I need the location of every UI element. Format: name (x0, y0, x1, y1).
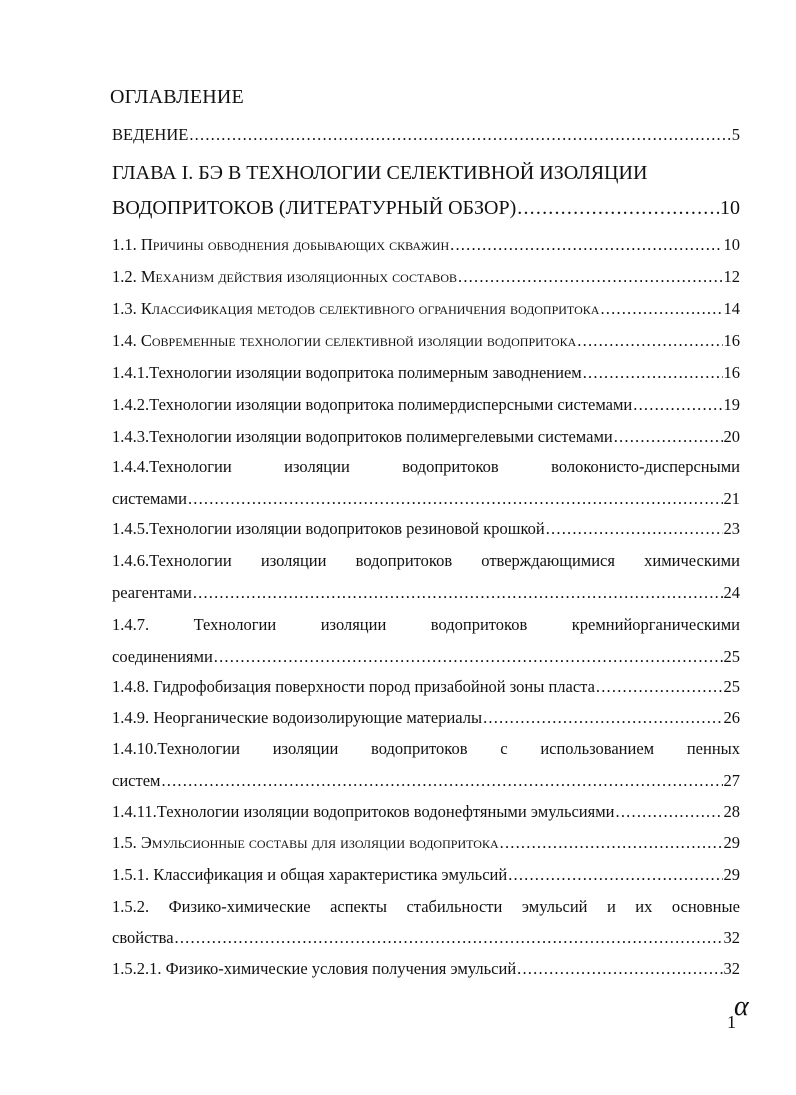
dot-leader (616, 801, 723, 823)
entry-title: 1.4.5.Технологии изоляции водопритоков резиновой крошкой (112, 519, 545, 538)
dot-leader (546, 518, 723, 540)
entry-word: Технологии (193, 615, 277, 634)
entry-title: 1.4.1.Технологии изоляции водопритока полимерным заводнением (112, 363, 582, 382)
toc-entry-1-4-4-line-2[interactable] (112, 488, 740, 510)
toc-entry-1-5-2-line-1[interactable] (112, 896, 740, 918)
entry-word: водопритоков (355, 551, 453, 570)
dot-leader (175, 927, 723, 949)
entry-page: 29 (723, 865, 740, 884)
entry-page: 27 (723, 771, 740, 790)
entry-page: 20 (723, 427, 740, 446)
entry-title: 1.5.2.1. Физико-химические условия получения эмульсий (112, 959, 517, 978)
entry-page: 14 (723, 299, 740, 318)
entry-page: 24 (723, 583, 740, 602)
entry-word: отверждающимися (481, 551, 615, 570)
toc-entry-1-3[interactable] (112, 298, 740, 320)
toc-entry-1-4-2[interactable] (112, 394, 740, 416)
entry-word: водопритоков (371, 739, 468, 758)
toc-entry-1-4-11[interactable] (112, 801, 740, 823)
entry-title: 1.4.8. Гидрофобизация поверхности пород призабойной зоны пласта (112, 677, 595, 696)
entry-page: 25 (723, 647, 740, 666)
entry-title: 1.3. Классификация методов селективного ограничения водопритока (112, 299, 600, 318)
entry-word: водопритоков (402, 457, 499, 476)
entry-title: реагентами (112, 583, 192, 602)
entry-word: и (606, 897, 616, 916)
entry-word: эмульсий (521, 897, 588, 916)
entry-page: 19 (723, 395, 740, 414)
entry-page: 28 (723, 802, 740, 821)
entry-page: 29 (723, 833, 740, 852)
entry-page: 10 (723, 235, 740, 254)
entry-page: 12 (723, 267, 740, 286)
entry-word: химическими (644, 551, 740, 570)
entry-word: изоляции (272, 739, 339, 758)
dot-leader (188, 488, 723, 510)
entry-title: 1.2. Механизм действия изоляционных составов (112, 267, 458, 286)
toc-entry-1-5[interactable] (112, 832, 740, 854)
entry-word: изоляции (284, 457, 350, 476)
dot-leader (517, 195, 719, 221)
entry-page: 26 (723, 708, 740, 727)
toc-entry-1-4-6-line-2[interactable] (112, 582, 740, 604)
entry-title: ВЕДЕНИЕ (112, 125, 189, 144)
entry-page: 21 (723, 489, 740, 508)
entry-page: 16 (723, 331, 740, 350)
toc-entry-chapter-1[interactable] (112, 195, 740, 221)
entry-word: водопритоков (430, 615, 528, 634)
chapter-title: ГЛАВА I. БЭ В ТЕХНОЛОГИИ СЕЛЕКТИВНОЙ ИЗОЛЯЦИИ (112, 162, 648, 184)
entry-title: свойства (112, 928, 174, 947)
entry-page: 5 (731, 125, 740, 144)
dot-leader (614, 426, 723, 448)
dot-leader (193, 582, 723, 604)
toc-entry-1-4-7-line-1[interactable] (112, 614, 740, 636)
entry-word: 1.4.6.Технологии (112, 551, 232, 570)
entry-word: кремнийорганическими (571, 615, 740, 634)
entry-title: 1.4.9. Неорганические водоизолирующие материалы (112, 708, 483, 727)
toc-entry-1-4-8[interactable] (112, 676, 740, 698)
entry-title: системами (112, 489, 187, 508)
entry-page: 32 (723, 959, 740, 978)
entry-word: пенных (686, 739, 740, 758)
entry-title: 1.1. Причины обводнения добывающих скважин (112, 235, 450, 254)
toc-entry-1-4-10-line-1[interactable] (112, 738, 740, 760)
entry-title: ВОДОПРИТОКОВ (ЛИТЕРАТУРНЫЙ ОБЗОР) (112, 197, 517, 219)
dot-leader (577, 330, 722, 352)
dot-leader (161, 770, 722, 792)
entry-word: стабильности (406, 897, 503, 916)
entry-page: 16 (723, 363, 740, 382)
page-number: 1 (727, 1012, 736, 1032)
entry-title: 1.5. Эмульсионные составы для изоляции водопритока (112, 833, 499, 852)
entry-word: изоляции (320, 615, 387, 634)
toc-entry-1-5-2-line-2[interactable] (112, 927, 740, 949)
entry-word: основные (671, 897, 740, 916)
chapter-title-line-1[interactable] (112, 160, 740, 186)
toc-heading: ОГЛАВЛЕНИЕ (110, 86, 244, 108)
toc-entry-1-5-2-1[interactable] (112, 958, 740, 980)
entry-word: волоконисто-дисперсными (551, 457, 740, 476)
toc-entry-1-1[interactable] (112, 234, 740, 256)
dot-leader (583, 362, 723, 384)
toc-entry-1-4-7-line-2[interactable] (112, 646, 740, 668)
entry-title: 1.4.11.Технологии изоляции водопритоков водонефтяными эмульсиями (112, 802, 615, 821)
toc-entry-1-4-1[interactable] (112, 362, 740, 384)
entry-word: 1.5.2. (112, 897, 150, 916)
toc-entry-1-4-10-line-2[interactable] (112, 770, 740, 792)
toc-entry-1-5-1[interactable] (112, 864, 740, 886)
entry-word: аспекты (330, 897, 387, 916)
dot-leader (450, 234, 722, 256)
dot-leader (214, 646, 723, 668)
entry-word: Физико-химические (168, 897, 311, 916)
entry-word: 1.4.10.Технологии (112, 739, 240, 758)
dot-leader (517, 958, 722, 980)
toc-entry-1-4[interactable] (112, 330, 740, 352)
toc-entry-1-4-5[interactable] (112, 518, 740, 540)
dot-leader (633, 394, 722, 416)
entry-page: 32 (723, 928, 740, 947)
dot-leader (458, 266, 722, 288)
dot-leader (600, 298, 722, 320)
toc-entry-1-2[interactable] (112, 266, 740, 288)
toc-entry-1-4-6-line-1[interactable] (112, 550, 740, 572)
entry-word: с (500, 739, 508, 758)
entry-word: 1.4.4.Технологии (112, 457, 232, 476)
entry-title: соединениями (112, 647, 213, 666)
dot-leader (483, 707, 722, 729)
entry-page: 25 (723, 677, 740, 696)
toc-entry-introduction[interactable] (112, 124, 740, 146)
dot-leader (500, 832, 723, 854)
dot-leader (596, 676, 723, 698)
entry-title: 1.5.1. Классификация и общая характеристика эмульсий (112, 865, 508, 884)
toc-entry-1-4-4-line-1[interactable] (112, 456, 740, 478)
entry-title: 1.4. Современные технологии селективной изоляции водопритока (112, 331, 577, 350)
entry-word: их (635, 897, 653, 916)
handwritten-mark: α (734, 991, 749, 1022)
entry-title: 1.4.3.Технологии изоляции водопритоков полимергелевыми системами (112, 427, 613, 446)
entry-word: изоляции (260, 551, 327, 570)
entry-title: 1.4.2.Технологии изоляции водопритока полимердисперсными системами (112, 395, 633, 414)
entry-word: использованием (540, 739, 655, 758)
dot-leader (189, 124, 730, 146)
entry-page: 10 (720, 197, 740, 219)
entry-title: систем (112, 771, 161, 790)
toc-entry-1-4-3[interactable] (112, 426, 740, 448)
dot-leader (508, 864, 722, 886)
entry-word: 1.4.7. (112, 615, 150, 634)
entry-page: 23 (723, 519, 740, 538)
toc-entry-1-4-9[interactable] (112, 707, 740, 729)
